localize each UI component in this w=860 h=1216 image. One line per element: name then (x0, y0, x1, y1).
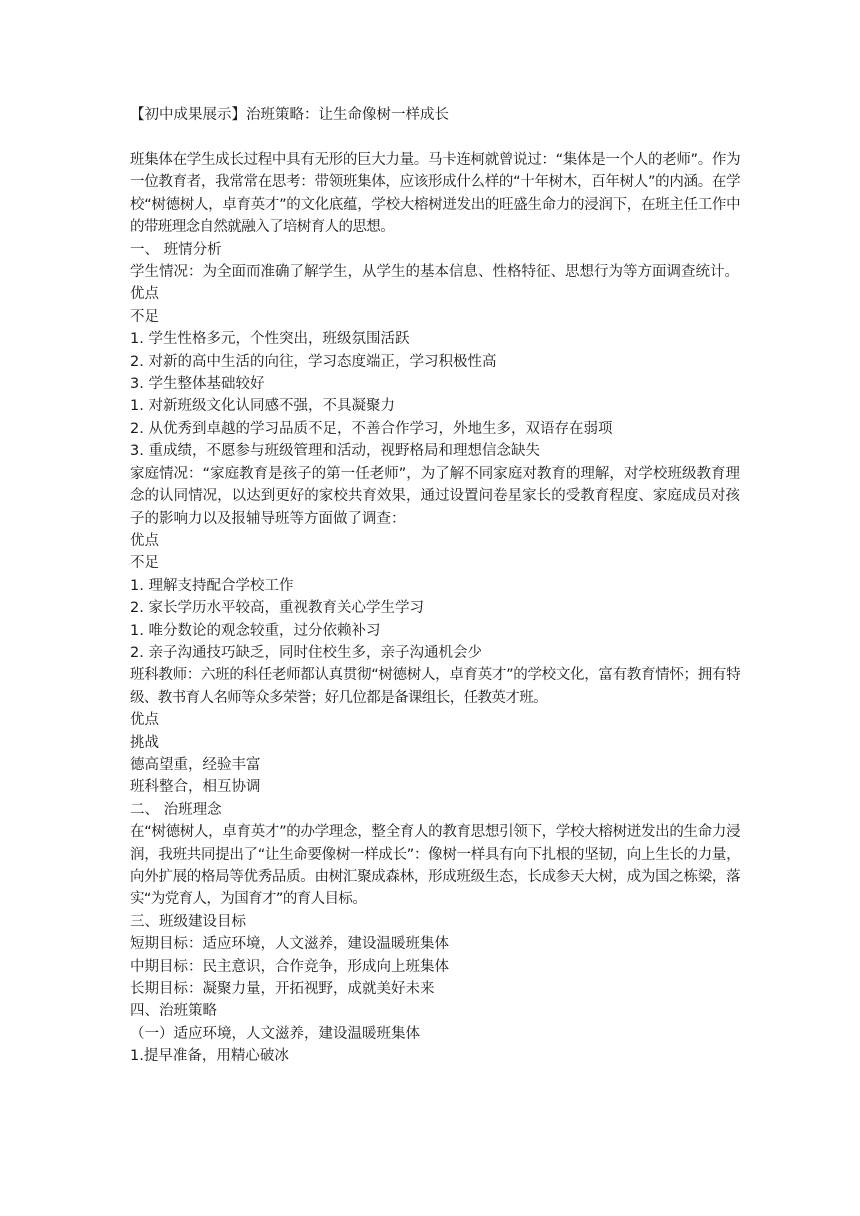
subheading-strategy-1: （一）适应环境，人文滋养，建设温暖班集体 (130, 1025, 420, 1042)
label-challenges: 挑战 (130, 734, 159, 751)
list-item: 3. 学生整体基础较好 (130, 376, 265, 393)
paragraph-family-situation: 家庭情况：“家庭教育是孩子的第一任老师”，为了解不同家庭对教育的理解，对学校班级教育理念的认同情况，以达到更好的家校共育效果，通过设置问卷星家长的受教育程度、家庭成员对孩子的影响力以及报辅导班等方面做了调查： (130, 465, 740, 527)
goal-long-term: 长期目标：凝聚力量，开拓视野，成就美好未来 (130, 981, 435, 998)
label-weaknesses: 不足 (130, 555, 159, 572)
paragraph-teachers: 班科教师：六班的科任老师都认真贯彻“树德树人，卓育英才”的学校文化，富有教育情怀；拥有特级、教书育人名师等众多荣誉；好几位都是备课组长，任教英才班。 (130, 667, 740, 706)
label-weaknesses: 不足 (130, 308, 159, 325)
list-item: 德高望重，经验丰富 (130, 756, 261, 773)
label-strengths: 优点 (130, 712, 159, 729)
label-strengths: 优点 (130, 532, 159, 549)
document-body (130, 149, 740, 1068)
goal-short-term: 短期目标：适应环境，人文滋养，建设温暖班集体 (130, 936, 449, 953)
list-item: 1. 对新班级文化认同感不强，不具凝聚力 (130, 398, 395, 415)
list-item: 2. 对新的高中生活的向往，学习态度端正，学习积极性高 (130, 353, 497, 370)
label-strengths: 优点 (130, 286, 159, 303)
heading-class-goals: 三、班级建设目标 (130, 913, 246, 930)
list-item: 2. 亲子沟通技巧缺乏，同时住校生多，亲子沟通机会少 (130, 644, 482, 661)
document-title: 【初中成果展示】治班策略：让生命像树一样成长 (130, 107, 449, 123)
list-item: 1. 唯分数论的观念较重，过分依赖补习 (130, 622, 381, 639)
list-item: 2. 家长学历水平较高，重视教育关心学生学习 (130, 600, 424, 617)
paragraph-philosophy: 在“树德树人，卓育英才”的办学理念，整全育人的教育思想引领下，学校大榕树迸发出的生命力浸润，我班共同提出了“让生命要像树一样成长”：像树一样具有向下扎根的坚韧，向上生长的力量，向外扩展的格局等优秀品质。由树汇聚成森林，形成班级生态，长成参天大树，成为国之栋梁，落实“为党育人，为国育才”的育人目标。 (130, 824, 740, 908)
heading-class-analysis: 一、 班情分析 (130, 241, 222, 258)
goal-mid-term: 中期目标：民主意识，合作竞争，形成向上班集体 (130, 958, 449, 975)
paragraph-student-situation: 学生情况：为全面而准确了解学生，从学生的基本信息、性格特征、思想行为等方面调查统计。 (130, 264, 739, 281)
heading-class-philosophy: 二、 治班理念 (130, 801, 222, 818)
list-item: 2. 从优秀到卓越的学习品质不足，不善合作学习，外地生多，双语存在弱项 (130, 420, 613, 437)
list-item: 1. 理解支持配合学校工作 (130, 577, 294, 594)
subheading-strategy-1-1: 1.提早准备，用精心破冰 (130, 1048, 289, 1065)
heading-class-strategy: 四、治班策略 (130, 1003, 217, 1020)
list-item: 3. 重成绩，不愿参与班级管理和活动，视野格局和理想信念缺失 (130, 443, 540, 460)
paragraph-intro: 班集体在学生成长过程中具有无形的巨大力量。马卡连柯就曾说过：“集体是一个人的老师”。作为一位教育者，我常常在思考：带领班集体，应该形成什么样的“十年树木，百年树人”的内涵。在学校“树德树人，卓育英才”的文化底蕴，学校大榕树迸发出的旺盛生命力的浸润下，在班主任工作中的带班理念自然就融入了培树育人的思想。 (130, 152, 740, 236)
list-item: 班科整合，相互协调 (130, 779, 261, 796)
list-item: 1. 学生性格多元，个性突出，班级氛围活跃 (130, 331, 410, 348)
